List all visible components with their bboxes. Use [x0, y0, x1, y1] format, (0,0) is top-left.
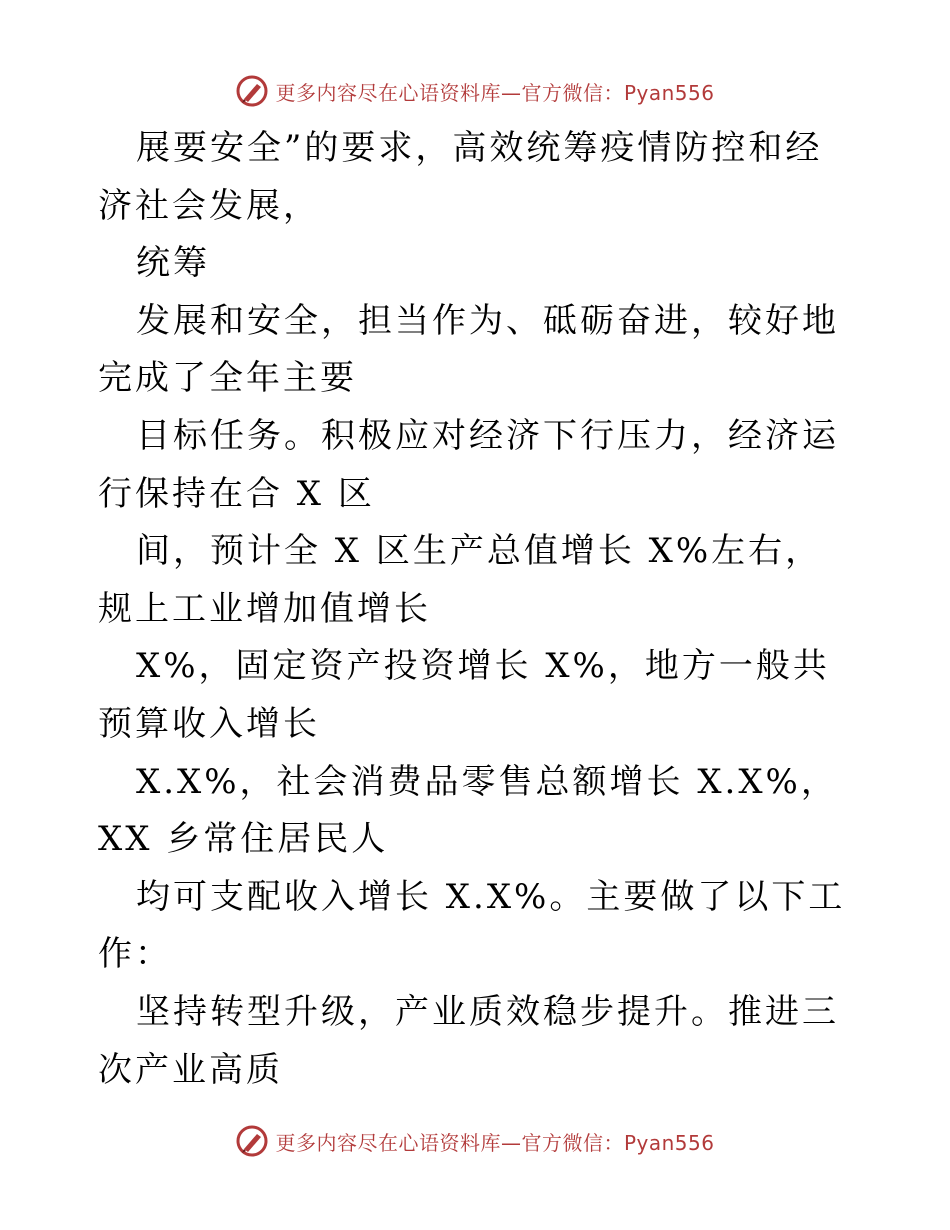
footer-banner [0, 1121, 950, 1161]
banner-text: 更多内容尽在心语资料库—官方微信：Pyan556 [275, 1130, 715, 1155]
paragraph: 间，预计全 X 区生产总值增长 X%左右，规上工业增加值增长 [98, 531, 823, 629]
pen-logo-icon [235, 74, 269, 108]
paragraph: 均可支配收入增长 X.X%。主要做了以下工作： [98, 876, 846, 975]
paragraph: 统筹 [136, 243, 210, 284]
paragraph: X.X%，社会消费品零售总额增长 X.X%，XX 乡常住居民人 [98, 761, 838, 860]
paragraph: 发展和安全，担当作为、砥砺奋进，较好地完成了全年主要 [98, 300, 839, 399]
paragraph: 展要安全”的要求，高效统筹疫情防控和经济社会发展， [98, 128, 823, 226]
banner-text: 更多内容尽在心语资料库—官方微信：Pyan556 [275, 80, 715, 105]
paragraph: 坚持转型升级，产业质效稳步提升。推进三次产业高质 [98, 991, 839, 1090]
paragraph: 目标任务。积极应对经济下行压力，经济运行保持在合 X 区 [98, 415, 839, 514]
pen-logo-icon [235, 1124, 269, 1158]
paragraph: X%，固定资产投资增长 X%，地方一般共预算收入增长 [98, 646, 830, 744]
header-banner [0, 71, 950, 111]
document-body [98, 120, 858, 1099]
